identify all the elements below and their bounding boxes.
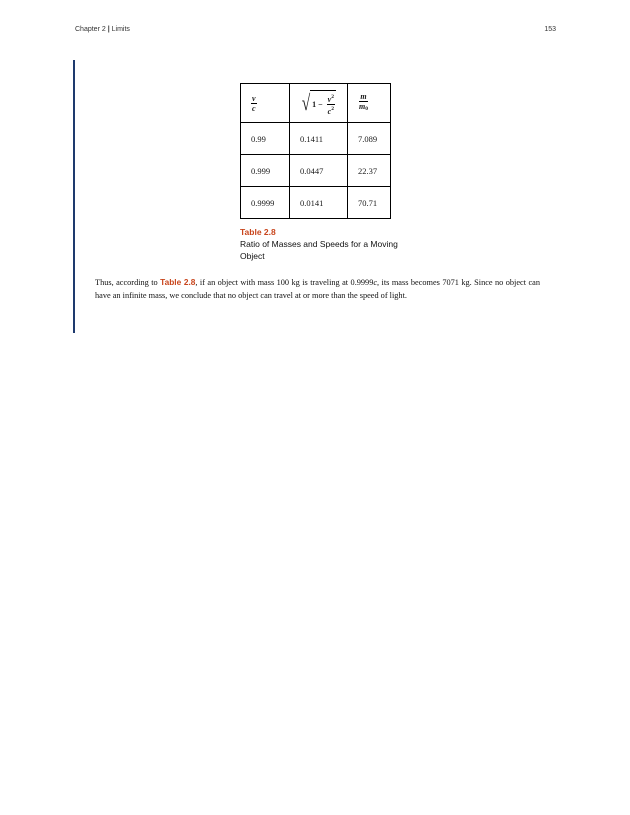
table-cell: 0.1411 <box>290 123 348 155</box>
denominator-exponent: 2 <box>331 106 334 112</box>
denominator-m: m <box>359 102 366 111</box>
radicand <box>310 90 336 116</box>
page-number: 153 <box>544 26 556 33</box>
header-v-over-c <box>241 84 290 123</box>
table-header-row <box>241 84 391 123</box>
fraction-numerator <box>327 93 335 105</box>
section-label: Limits <box>111 26 130 33</box>
radical-expression <box>300 90 336 116</box>
fraction-denominator <box>327 105 335 116</box>
header-sqrt-expression <box>290 84 348 123</box>
radicand-one: 1 <box>312 100 317 109</box>
table-cell: 0.0141 <box>290 187 348 219</box>
table-reference-link[interactable]: Table 2.8 <box>160 277 196 287</box>
fraction-denominator <box>358 102 369 114</box>
table-cell: 22.37 <box>348 155 391 187</box>
denominator-subscript: 0 <box>365 106 368 112</box>
denominator-c: c <box>327 107 332 116</box>
fraction-denominator: c <box>252 103 256 113</box>
radical-sign-icon: √ <box>301 90 311 115</box>
header-m-over-m0 <box>348 84 391 123</box>
caption-label: Table 2.8 <box>240 227 276 237</box>
fraction-v-c <box>251 94 257 113</box>
mass-speed-table <box>240 83 391 219</box>
table-cell: 0.0447 <box>290 155 348 187</box>
running-header <box>75 26 130 33</box>
table-row <box>241 187 391 219</box>
fraction-v2-c2 <box>327 93 335 116</box>
paragraph-text-end: , its mass becomes 7071 kg. Since no object can have an infinite mass, we conclude that no object can travel at or more than the speed of light. <box>95 278 540 300</box>
table-cell: 70.71 <box>348 187 391 219</box>
header-separator: | <box>107 26 110 33</box>
body-paragraph <box>95 276 540 302</box>
example-sidebar-rule <box>73 60 75 333</box>
fraction-numerator: v <box>252 93 256 103</box>
table-row <box>241 123 391 155</box>
paragraph-text-middle: , if an object with mass 100 kg is traveling at 0.9999 <box>195 278 374 287</box>
fraction-m-m0 <box>358 92 369 114</box>
table-cell: 7.089 <box>348 123 391 155</box>
fraction-numerator: m <box>360 92 367 101</box>
table-cell: 0.99 <box>241 123 290 155</box>
table-cell: 0.999 <box>241 155 290 187</box>
caption-text: Ratio of Masses and Speeds for a Moving Object <box>240 239 398 261</box>
chapter-label: Chapter 2 <box>75 26 106 33</box>
numerator-exponent: 2 <box>331 94 334 100</box>
numerator-v: v <box>327 95 332 104</box>
table-row <box>241 155 391 187</box>
paragraph-text-start: Thus, according to <box>95 278 161 287</box>
radicand-minus: − <box>318 100 323 109</box>
table-caption <box>240 227 400 262</box>
table-cell: 0.9999 <box>241 187 290 219</box>
speed-of-light-symbol: c <box>373 278 378 287</box>
